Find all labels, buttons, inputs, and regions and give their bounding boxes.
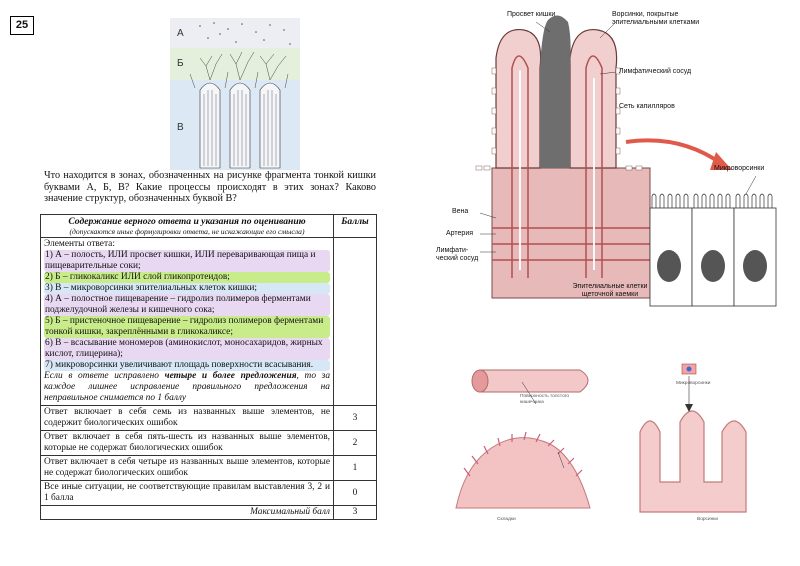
answer-element: 6) В – всасывание мономеров (аминокислот, моносахаридов, жирных кислот, глицерина); bbox=[44, 338, 330, 360]
folds-villi-diagram bbox=[440, 352, 790, 532]
criteria-text: Все иные ситуации, не соответствующие правилам выставления 3, 2 и 1 балла bbox=[41, 481, 334, 506]
label-capillaries: Сеть капилляров bbox=[619, 103, 675, 110]
criteria-points: 3 bbox=[334, 406, 377, 431]
criteria-text: Ответ включает в себя пять-шесть из названных выше элементов, которые не содержат биологических ошибок bbox=[41, 431, 334, 456]
label-vein: Вена bbox=[452, 208, 469, 215]
label-lumen: Просвет кишки bbox=[507, 11, 556, 18]
criteria-row bbox=[41, 456, 377, 481]
microvillus-nucleus bbox=[687, 367, 692, 372]
elements-cell bbox=[41, 238, 334, 406]
task-number: 25 bbox=[10, 16, 34, 35]
max-score-label: Максимальный балл bbox=[41, 506, 334, 520]
label-epithelial-cells: Эпителиальные клетки щеточной каемки bbox=[572, 283, 648, 298]
header-sub: (допускаются иные формулировки ответа, не искажающие его смысла) bbox=[69, 227, 305, 236]
table-header-row bbox=[41, 215, 377, 238]
label-folds: Складки bbox=[497, 517, 516, 522]
scoring-table bbox=[40, 214, 377, 520]
header-content-cell bbox=[41, 215, 334, 238]
criteria-row bbox=[41, 431, 377, 456]
answer-element: 2) Б – гликокаликс ИЛИ слой гликопротеидов; bbox=[44, 272, 330, 283]
brush-border-microvilli bbox=[652, 194, 772, 208]
fold-shape bbox=[456, 438, 590, 508]
label-lymph-vessel: Лимфатический сосуд bbox=[619, 68, 692, 75]
criteria-row bbox=[41, 406, 377, 431]
label-microvilli: Микроворсинки bbox=[714, 165, 765, 172]
lumen-region bbox=[540, 15, 571, 168]
label-villi-epithelium: Ворсинки, покрытые эпителиальными клетками bbox=[612, 11, 700, 26]
criteria-row bbox=[41, 481, 377, 506]
criteria-points: 2 bbox=[334, 431, 377, 456]
label-microvilli-small: Микроворсинки bbox=[676, 381, 711, 386]
villus-left bbox=[496, 30, 541, 168]
label-surface: Поверхность толстого кишечника bbox=[520, 394, 570, 405]
answer-element: 7) микроворсинки увеличивают площадь поверхности всасывания. bbox=[44, 360, 330, 371]
answer-element: 3) В – микроворсинки эпителиальных клеток кишки; bbox=[44, 283, 330, 294]
label-lymph-duct: Лимфати-ческий сосуд bbox=[436, 247, 479, 262]
intestinal-wall bbox=[492, 168, 650, 298]
elements-row bbox=[41, 238, 377, 406]
zone-a-region bbox=[170, 18, 300, 48]
criteria-text: Ответ включает в себя семь из названных выше элементов, не содержит биологических ошибок bbox=[41, 406, 334, 431]
cell-nuclei bbox=[657, 250, 767, 282]
label-artery: Артерия bbox=[446, 230, 474, 237]
zone-v-label: В bbox=[177, 122, 184, 133]
zone-b-label: Б bbox=[177, 58, 184, 69]
criteria-text: Ответ включает в себя четыре из названных выше элементов, которые не содержат биологических ошибок bbox=[41, 456, 334, 481]
header-points: Баллы bbox=[334, 215, 377, 238]
villi-shape bbox=[640, 411, 746, 512]
answer-element: 5) Б – пристеночное пищеварение – гидролиз полимеров ферментами тонкой кишки, закреплёнными в гликокаликсе; bbox=[44, 316, 330, 338]
elements-points-empty bbox=[334, 238, 377, 406]
villus-diagram bbox=[440, 8, 790, 308]
zoom-arrow bbox=[626, 140, 722, 164]
elements-title: Элементы ответа: bbox=[44, 239, 115, 249]
label-villi-small: Ворсинки bbox=[697, 517, 719, 522]
max-score-value: 3 bbox=[334, 506, 377, 520]
answer-element: 4) А – полостное пищеварение – гидролиз полимеров ферментами поджелудочной железы и кишечного сока; bbox=[44, 294, 330, 316]
microvilli-figure bbox=[170, 18, 310, 170]
intestine-tube-end bbox=[472, 370, 488, 392]
header-main: Содержание верного ответа и указания по оцениванию bbox=[68, 216, 306, 227]
intestine-tube bbox=[480, 370, 588, 392]
criteria-points: 1 bbox=[334, 456, 377, 481]
max-score-row bbox=[41, 506, 377, 520]
scoring-note: Если в ответе исправлено четыре и более предложения, то за каждое лишнее исправление правильного предложения на неправильное снимается по 1 баллу bbox=[44, 371, 331, 403]
zone-a-label: А bbox=[177, 28, 184, 39]
zone-b-region bbox=[170, 48, 300, 80]
criteria-points: 0 bbox=[334, 481, 377, 506]
answer-element: 1) А – полость, ИЛИ просвет кишки, ИЛИ переваривающая пища и пищеварительные соки; bbox=[44, 250, 330, 272]
question-text: Что находится в зонах, обозначенных на рисунке фрагмента тонкой кишки буквами А, Б, В? Какие процессы происходят в этих зонах? Каково значение структур, обозначенных буквой В? bbox=[44, 170, 376, 205]
